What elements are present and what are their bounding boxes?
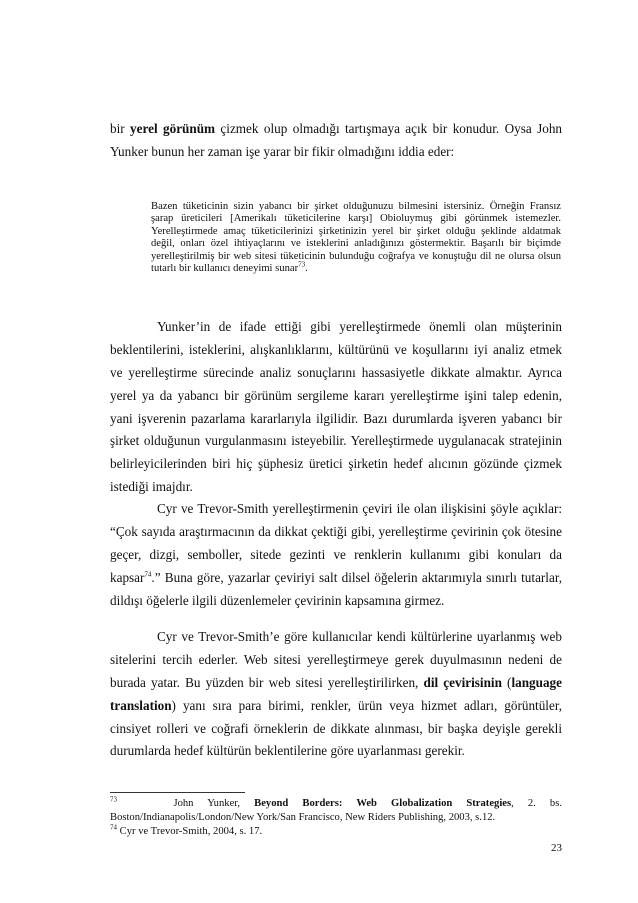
text-run: kapsar — [110, 569, 145, 585]
footnote-ref-73[interactable]: 73 — [298, 260, 306, 269]
footnote-number: 73 — [110, 795, 117, 804]
text-line: Yunker’in de ifade ettiği gibi yerelleştirmede önemli olan müşterinin — [157, 319, 562, 334]
footnote-73 — [110, 797, 562, 811]
bold-term: dil çevirisinin — [423, 674, 502, 690]
text-line: durumlarda hedef kültürün beklentilerine göre uyarlanması gerekir. — [110, 743, 465, 759]
text-run: bir — [110, 121, 131, 136]
footnote-number: 74 — [110, 823, 117, 832]
text-run: , 2. bs. — [511, 798, 562, 809]
text-run: . — [305, 263, 308, 275]
paragraph-cyr-translation — [110, 498, 562, 612]
text-run: çizmek olup olmadığı tartışmaya açık bir konudur. Oysa John — [215, 121, 563, 136]
paragraph-intro — [110, 118, 562, 164]
quote-line — [151, 260, 561, 275]
text-line: Yunker bunun her zaman işe yarar bir fikir olmadığını iddia eder: — [110, 143, 455, 159]
paragraph-yunker — [110, 316, 562, 499]
block-quote — [151, 201, 561, 276]
text-line: şirket olduğunun vurgulanmasını isteyebilir. Yerelleştirmede uygulanacak stratejinin — [110, 433, 562, 449]
bold-term: yerel görünüm — [130, 121, 216, 136]
text-line — [110, 567, 562, 590]
text-line: dildışı öğelerle ilgili düzenlemeler çevirinin kapsamına girmez. — [110, 592, 445, 608]
quote-line: Bazen tüketicinin sizin yabancı bir şirket olduğunuzu bilmesini istersiniz. Örneğin Fransız — [151, 201, 561, 212]
footnotes — [110, 797, 562, 839]
text-line: istediği imajdır. — [110, 479, 193, 495]
text-line: sitelerini tercih ederler. Web sitesi yerelleştirmeye gerek duyulmasının nedeni de — [110, 651, 562, 667]
text-line: Cyr ve Trevor-Smith’e göre kullanıcılar kendi kültürlerine uyarlanmış web — [157, 629, 562, 644]
text-run: ( — [501, 674, 512, 690]
bold-term: translation — [110, 697, 172, 713]
text-line: ve yerelleştirme sürecinde analiz sonuçlarını hassasiyetle dikkate almaktır. Ayrıca — [110, 364, 562, 380]
text-line: geçer, dizgi, semboller, sitede gezinti ve renklerin kullanımı gibi konuları da — [110, 546, 562, 562]
text-line: Cyr ve Trevor-Smith yerelleştirmenin çeviri ile olan ilişkisini şöyle açıklar: — [157, 501, 562, 516]
paragraph-cyr-websites — [110, 626, 562, 763]
text-run: .” Buna göre, yazarlar çeviriyi salt dilsel öğelerin aktarımıyla sınırlı tutarlar, — [151, 569, 562, 585]
bold-term: language — [511, 674, 562, 690]
text-run: tutarlı bir kullanıcı deneyimi sunar — [151, 263, 299, 275]
text-run: John Yunker, — [173, 798, 255, 809]
page-number: 23 — [551, 842, 562, 854]
text-run: ) yanı sıra para birimi, renkler, ürün veya hizmet adları, görüntüler, — [171, 697, 562, 713]
text-run: Cyr ve Trevor-Smith, 2004, s. 17. — [117, 826, 263, 837]
text-line: beklentilerini, isteklerini, alışkanlıklarını, kültürünü ve koşullarını iyi analiz etmek — [110, 341, 562, 357]
text-line — [110, 695, 562, 718]
text-line — [110, 672, 562, 695]
footnote-ref-74[interactable]: 74 — [144, 570, 152, 579]
text-line: yerel ya da yabancı bir görünüm sergileme kararı yerelleştirme işini talep edenin, — [110, 387, 562, 403]
book-title: Beyond Borders: Web Globalization Strategies — [254, 798, 512, 809]
text-line: “Çok sayıda araştırmacının da dikkat çektiği gibi, yerelleştirme çevirinin çok ötesine — [110, 523, 562, 539]
text-line — [110, 118, 562, 141]
text-line: belirleyicilerinden biri hiç şüphesiz üretici şirketin hedef alıcının gözünde çizmek — [110, 456, 562, 472]
footnote-73-continued: Boston/Indianapolis/London/New York/San Francisco, New Riders Publishing, 2003, s.12. — [110, 812, 496, 823]
quote-line: şarap üreticileri [Amerikalı tüketicilerine karşı] Obioluymuş gibi görünmek istemezler. — [151, 213, 561, 225]
footnote-74 — [110, 825, 562, 839]
quote-line: değil, onları özel ihtiyaçlarını ve isteklerini anladığınızı göstermektir. Başarılı bir biçimde — [151, 238, 561, 250]
text-run: burada yatar. Bu yüzden bir web sitesi yerelleştirilirken, — [110, 674, 424, 690]
text-line: yani işverenin pazarlama kararlarıyla ilgilidir. Bazı durumlarda işveren yabancı bir — [110, 410, 562, 426]
footnote-separator — [110, 792, 245, 793]
quote-line: Yerelleştirmede amaç tüketicilerinizi şirketinizin yerel bir şirket olduğu şeklinde aldatmak — [151, 225, 561, 237]
quote-line: yerelleştirilmiş bir web sitesi tüketicinin bulunduğu coğrafya ve konuştuğu dil ne olursa olsun — [151, 250, 561, 262]
text-line: cinsiyet rolleri ve coğrafi örneklerin de dikkate alınması, bir başka deyişle gerekli — [110, 720, 562, 736]
